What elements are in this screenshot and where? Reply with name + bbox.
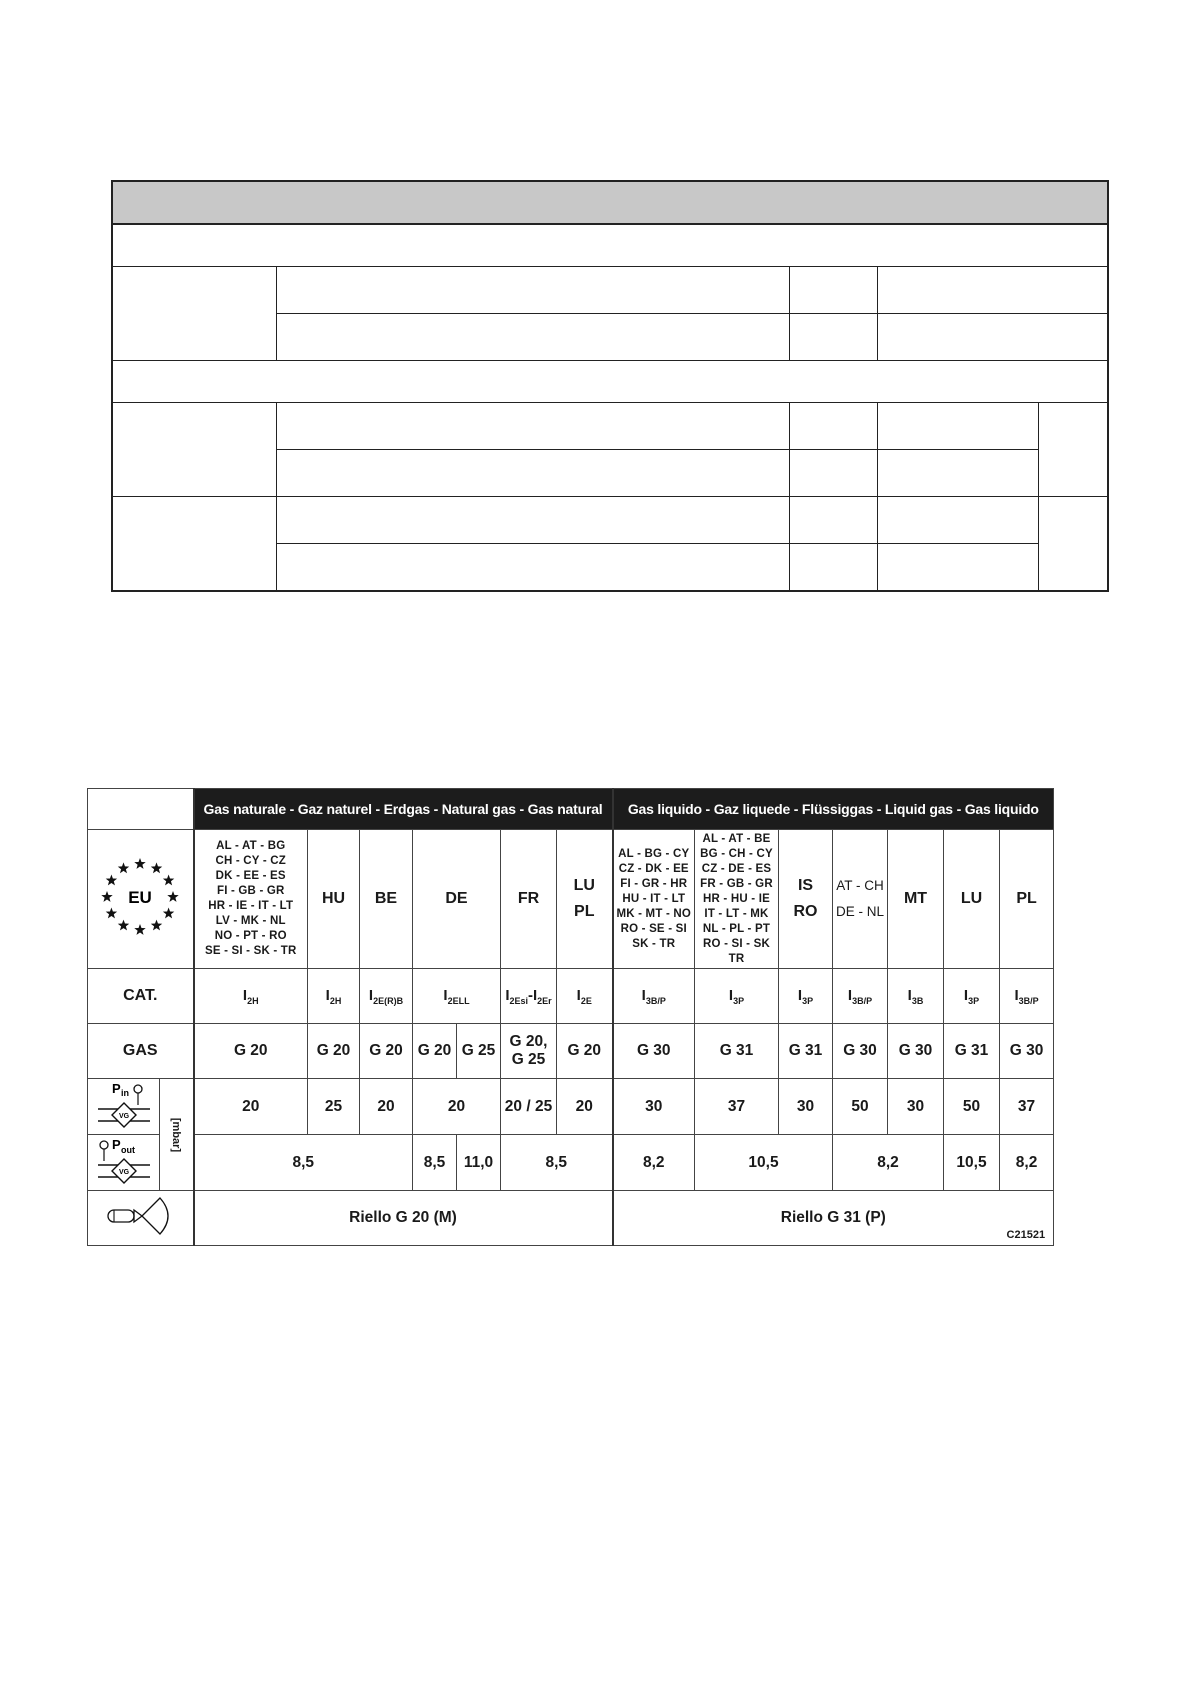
form-header-row <box>112 181 1108 224</box>
inlet-pressure-valve-icon <box>94 1079 154 1129</box>
eu-star-icon <box>163 875 174 886</box>
svg-text:in: in <box>120 1088 129 1098</box>
category-cell: $I_{2E}$ <box>557 969 613 1024</box>
inlet-pressure-value: 50 <box>944 1079 1000 1135</box>
figure-code: C21521 <box>1006 1229 1046 1241</box>
country-list-line: AL - BG - CY <box>618 847 690 860</box>
gas-cell: G 31 <box>779 1024 833 1079</box>
eu-star-icon <box>163 908 174 919</box>
form-cell <box>877 544 1038 592</box>
country-list-line: IT - LT - MK <box>704 907 769 920</box>
country-de: DE <box>413 830 501 969</box>
form-cell <box>877 403 1038 450</box>
form-row <box>112 497 1108 544</box>
svg-text:out: out <box>120 1145 135 1155</box>
form-cell <box>877 267 1108 314</box>
outlet-pressure-value: 10,5 <box>695 1135 833 1191</box>
burner-icon-cell <box>88 1191 194 1246</box>
eu-star-icon <box>135 924 146 935</box>
eu-star-icon <box>151 862 162 873</box>
empty-form-table <box>111 180 1109 592</box>
outlet-pressure-value: 8,2 <box>1000 1135 1054 1191</box>
category-cell: $I_{3B/P}$ <box>1000 969 1054 1024</box>
country-list-line: LV - MK - NL <box>215 915 286 927</box>
country-lu-label: LU <box>573 877 595 894</box>
country-list-line: AL - AT - BG <box>216 840 286 852</box>
liq-countries-a <box>613 830 695 969</box>
form-cell <box>789 544 877 592</box>
natural-gas-header: Gas naturale - Gaz naturel - Erdgas - Natural gas - Gas natural <box>194 789 613 830</box>
country-be: BE <box>360 830 413 969</box>
inlet-pressure-value: 30 <box>779 1079 833 1135</box>
svg-text:P: P <box>111 1081 121 1096</box>
outlet-pressure-icon-cell <box>88 1135 160 1191</box>
gas-category-table <box>87 788 1054 1246</box>
category-row <box>88 969 1054 1024</box>
country-list-line: HR - IE - IT - LT <box>208 900 294 912</box>
country-list-line: MK - MT - NO <box>616 907 692 920</box>
country-row <box>88 830 1054 969</box>
form-cell <box>789 450 877 497</box>
inlet-pressure-value: 30 <box>888 1079 944 1135</box>
category-cell: $I_{2H}$ <box>194 969 308 1024</box>
inlet-pressure-value: 20 / 25 <box>501 1079 557 1135</box>
gas-cell-line: G 20, <box>509 1033 548 1050</box>
outlet-pressure-row <box>88 1135 1054 1191</box>
category-cell: $I_{3P}$ <box>779 969 833 1024</box>
country-list-line: BG - CH - CY <box>700 847 773 860</box>
eu-star-icon <box>106 875 117 886</box>
eu-star-icon <box>118 920 129 931</box>
form-cell <box>789 314 877 361</box>
country-hu: HU <box>308 830 360 969</box>
form-cell <box>789 497 877 544</box>
form-cell <box>112 267 276 361</box>
eu-star-icon <box>102 891 113 902</box>
svg-text:VG: VG <box>118 1113 129 1120</box>
country-list-line: RO - SI - SK <box>703 937 770 950</box>
country-list-line: HR - HU - IE <box>703 892 770 905</box>
inlet-pressure-value: 20 <box>194 1079 308 1135</box>
eu-star-icon <box>151 920 162 931</box>
eu-flag-cell <box>88 830 194 969</box>
blank-corner-cell <box>88 789 194 830</box>
gas-cell: G 20 <box>557 1024 613 1079</box>
gas-category-figure <box>87 788 1053 1246</box>
outlet-pressure-valve-icon <box>94 1135 154 1185</box>
inlet-pressure-value: 20 <box>557 1079 613 1135</box>
mbar-unit-cell <box>160 1079 194 1191</box>
form-row <box>112 403 1108 450</box>
form-cell <box>1038 403 1108 497</box>
form-cell <box>1038 497 1108 592</box>
eu-star-icon <box>168 891 179 902</box>
country-list-line: CH - CY - CZ <box>215 855 287 867</box>
gas-cell: G 20 <box>194 1024 308 1079</box>
form-cell <box>276 314 789 361</box>
gas-cell-line: G 25 <box>511 1051 546 1068</box>
outlet-pressure-value: 8,5 <box>413 1135 457 1191</box>
burner-liquid-gas: Riello G 31 (P) <box>780 1209 886 1226</box>
form-section-row <box>112 361 1108 403</box>
country-mt: MT <box>888 830 944 969</box>
country-lu: LU <box>944 830 1000 969</box>
category-cell: $I_{2ELL}$ <box>413 969 501 1024</box>
form-row <box>112 267 1108 314</box>
svg-text:VG: VG <box>118 1169 129 1176</box>
form-cell <box>276 497 789 544</box>
gas-label: GAS <box>88 1024 194 1079</box>
inlet-pressure-value: 30 <box>613 1079 695 1135</box>
country-fr: FR <box>501 830 557 969</box>
country-at-ch-de-nl <box>833 830 888 969</box>
country-ro-label: RO <box>793 903 818 920</box>
country-at-ch-label: AT - CH <box>836 878 884 893</box>
mbar-unit-label: [mbar] <box>170 1117 183 1152</box>
country-list-line: FI - GR - HR <box>620 877 688 890</box>
inlet-pressure-value: 50 <box>833 1079 888 1135</box>
gas-cell: G 31 <box>695 1024 779 1079</box>
svg-text:P: P <box>111 1137 121 1152</box>
country-list-line: HU - IT - LT <box>622 892 686 905</box>
category-cell: $I_{2H}$ <box>308 969 360 1024</box>
form-cell <box>877 497 1038 544</box>
gas-cell <box>501 1024 557 1079</box>
country-is-ro <box>779 830 833 969</box>
nat-eu-countries <box>194 830 308 969</box>
category-cell: $I_{3B/P}$ <box>833 969 888 1024</box>
inlet-pressure-row <box>88 1079 1054 1135</box>
inlet-pressure-value: 37 <box>695 1079 779 1135</box>
inlet-pressure-value: 37 <box>1000 1079 1054 1135</box>
eu-star-icon <box>135 858 146 869</box>
form-cell <box>789 403 877 450</box>
country-list-line: FI - GB - GR <box>216 885 285 897</box>
country-list-line: SE - SI - SK - TR <box>204 945 297 957</box>
country-list-line: NO - PT - RO <box>214 930 287 942</box>
burner-row <box>88 1191 1054 1246</box>
outlet-pressure-value: 8,5 <box>501 1135 613 1191</box>
liq-countries-b <box>695 830 779 969</box>
category-cell: $I_{2E(R)B}$ <box>360 969 413 1024</box>
eu-star-icon <box>106 908 117 919</box>
country-lu-pl <box>557 830 613 969</box>
burner-head-icon <box>100 1194 180 1238</box>
form-cell <box>112 403 276 497</box>
form-cell <box>276 267 789 314</box>
form-cell <box>789 267 877 314</box>
country-pl-label: PL <box>574 903 595 920</box>
outlet-pressure-value: 11,0 <box>457 1135 501 1191</box>
gas-row <box>88 1024 1054 1079</box>
country-is-label: IS <box>797 877 814 894</box>
category-cell: $I_{3B}$ <box>888 969 944 1024</box>
outlet-pressure-value: 8,2 <box>833 1135 944 1191</box>
inlet-pressure-value: 25 <box>308 1079 360 1135</box>
category-cell: $I_{3B/P}$ <box>613 969 695 1024</box>
gas-cell: G 20 <box>413 1024 457 1079</box>
gas-cell: G 25 <box>457 1024 501 1079</box>
form-cell <box>877 314 1108 361</box>
form-section-row <box>112 224 1108 267</box>
country-list-line: DK - EE - ES <box>215 870 286 882</box>
gas-cell: G 20 <box>308 1024 360 1079</box>
form-cell <box>276 544 789 592</box>
gas-cell: G 30 <box>888 1024 944 1079</box>
burner-natural-gas: Riello G 20 (M) <box>194 1191 613 1246</box>
form-section-cell <box>112 361 1108 403</box>
country-de-nl-label: DE - NL <box>835 904 884 919</box>
eu-stars-icon <box>98 855 182 939</box>
outlet-pressure-value: 10,5 <box>944 1135 1000 1191</box>
cat-label: CAT. <box>88 969 194 1024</box>
gas-cell: G 30 <box>613 1024 695 1079</box>
form-cell <box>877 450 1038 497</box>
category-cell: $I_{2Esi}-I_{2Er}$ <box>501 969 557 1024</box>
form-section-cell <box>112 224 1108 267</box>
gas-cell: G 31 <box>944 1024 1000 1079</box>
gas-type-header-row <box>88 789 1054 830</box>
form-cell <box>112 497 276 592</box>
country-list-line: NL - PL - PT <box>702 922 771 935</box>
country-list-line: SK - TR <box>632 937 676 950</box>
country-list-line: FR - GB - GR <box>700 877 773 890</box>
gas-cell: G 30 <box>833 1024 888 1079</box>
gas-cell: G 30 <box>1000 1024 1054 1079</box>
burner-liquid-gas-cell <box>613 1191 1054 1246</box>
form-cell <box>276 450 789 497</box>
category-cell: $I_{3P}$ <box>695 969 779 1024</box>
outlet-pressure-value: 8,2 <box>613 1135 695 1191</box>
country-pl: PL <box>1000 830 1054 969</box>
country-list-line: CZ - DE - ES <box>701 862 772 875</box>
eu-label: EU <box>128 888 153 907</box>
country-list-line: CZ - DK - EE <box>618 862 689 875</box>
inlet-pressure-value: 20 <box>360 1079 413 1135</box>
liquid-gas-header: Gas liquido - Gaz liquede - Flüssiggas - Liquid gas - Gas liquido <box>613 789 1054 830</box>
eu-star-icon <box>118 862 129 873</box>
country-list-line: RO - SE - SI <box>620 922 687 935</box>
country-list-line: TR <box>728 952 745 965</box>
inlet-pressure-value: 20 <box>413 1079 501 1135</box>
category-cell: $I_{3P}$ <box>944 969 1000 1024</box>
country-list-line: AL - AT - BE <box>702 832 771 845</box>
form-header-cell <box>112 181 1108 224</box>
outlet-pressure-value: 8,5 <box>194 1135 413 1191</box>
gas-cell: G 20 <box>360 1024 413 1079</box>
form-cell <box>276 403 789 450</box>
inlet-pressure-icon-cell <box>88 1079 160 1135</box>
